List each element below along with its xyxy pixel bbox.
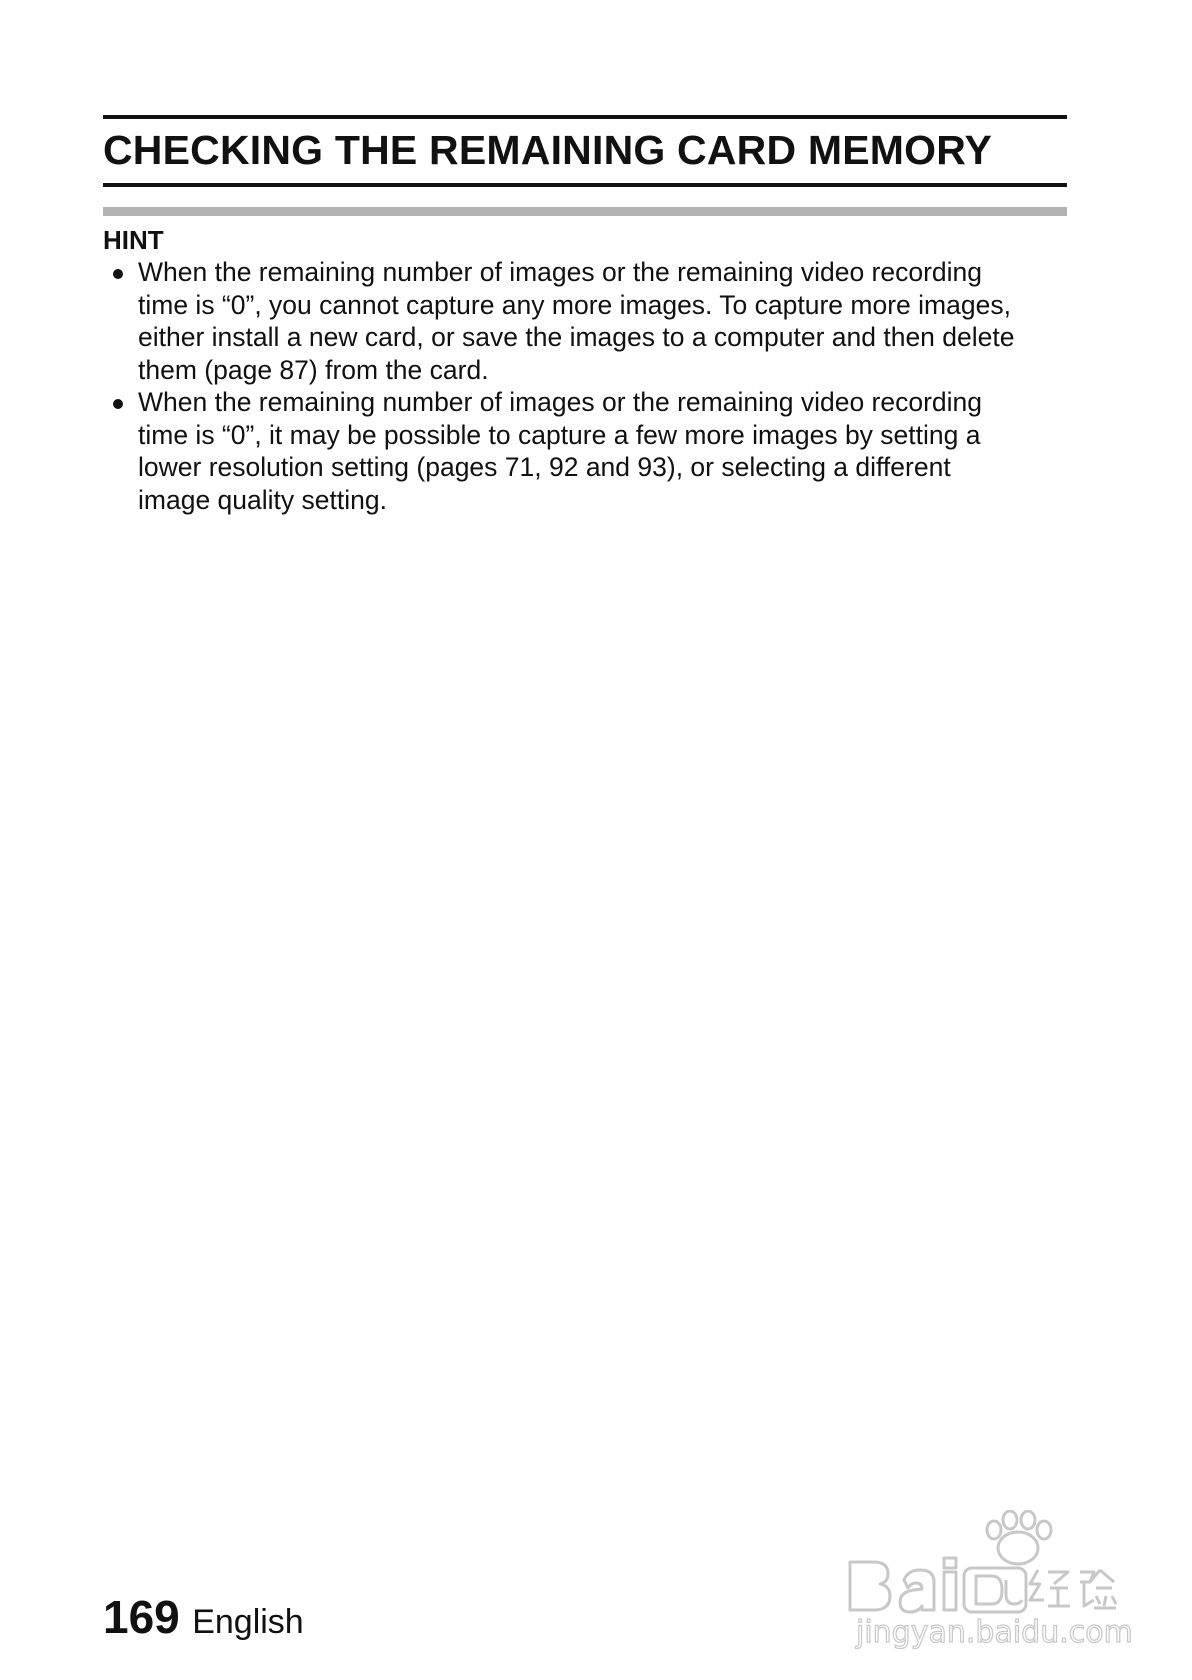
hint-list	[103, 256, 1083, 516]
baidu-watermark-logo	[848, 1510, 1138, 1650]
bullet-icon	[113, 399, 123, 409]
hint-item-text: When the remaining number of images or the remaining video recording time is “0”, you cannot capture any more images. To capture more images, either install a new card, or save the images to a computer and then delete them (page 87) from the card.	[138, 257, 1015, 385]
title-rule-bottom	[103, 183, 1067, 187]
page-title: CHECKING THE REMAINING CARD MEMORY	[103, 127, 993, 173]
section-divider	[103, 207, 1067, 216]
bullet-icon	[113, 269, 123, 279]
page-footer	[103, 1590, 304, 1649]
hint-item	[103, 386, 1083, 516]
page-language: English	[192, 1603, 304, 1641]
hint-item-text: When the remaining number of images or the remaining video recording time is “0”, it may be possible to capture a few more images by setting a lower resolution setting (pages 71, 92 and 93), or selecting a different image quality setting.	[138, 387, 983, 515]
watermark-url: jingyan.baidu.com	[856, 1615, 1133, 1650]
hint-item	[103, 256, 1083, 386]
title-rule-top	[103, 115, 1067, 119]
hint-heading: HINT	[103, 225, 164, 255]
page-number: 169	[103, 1591, 180, 1643]
